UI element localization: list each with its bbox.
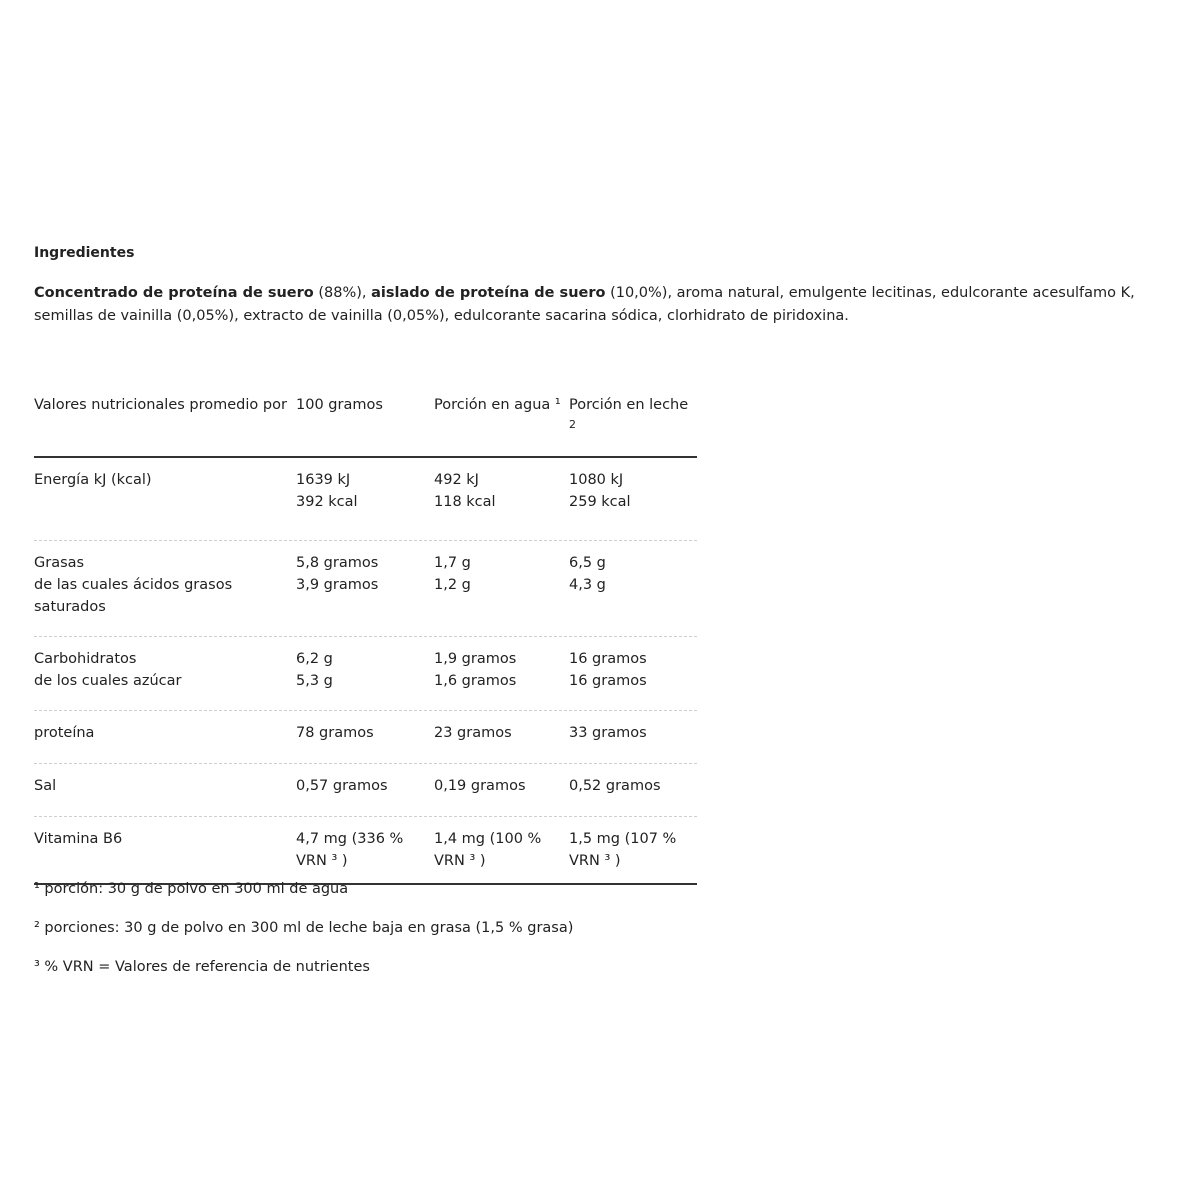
- footnote: ² porciones: 30 g de polvo en 300 ml de leche baja en grasa (1,5 % grasa): [34, 920, 574, 936]
- value-water: 1,4 mg (100 % VRN ³ ): [434, 831, 542, 869]
- table-row: [34, 637, 697, 711]
- footnote: ³ % VRN = Valores de referencia de nutrientes: [34, 959, 370, 975]
- value-milk: 1080 kJ 259 kcal: [569, 472, 631, 510]
- header-portion-milk-superscript: 2: [569, 418, 576, 431]
- value-100g: 5,8 gramos 3,9 gramos: [296, 555, 379, 593]
- row-label: Sal: [34, 778, 57, 794]
- value-milk: 6,5 g 4,3 g: [569, 555, 606, 593]
- value-milk: 16 gramos 16 gramos: [569, 651, 647, 689]
- table-row: [34, 458, 697, 541]
- header-portion-milk: Porción en leche: [569, 397, 689, 413]
- table-header-row: [34, 394, 697, 458]
- value-water: 0,19 gramos: [434, 778, 526, 794]
- value-100g: 1639 kJ 392 kcal: [296, 472, 358, 510]
- ingredient-whey-concentrate: Concentrado de proteína de suero: [34, 285, 314, 301]
- row-label: Vitamina B6: [34, 831, 123, 847]
- row-label: proteína: [34, 725, 95, 741]
- header-100-grams: 100 gramos: [296, 397, 383, 413]
- table-row: [34, 711, 697, 764]
- header-portion-water: Porción en agua ¹: [434, 397, 561, 413]
- row-label: Grasas de las cuales ácidos grasos saturados: [34, 555, 233, 615]
- value-water: 23 gramos: [434, 725, 512, 741]
- table-row: [34, 817, 697, 885]
- value-100g: 6,2 g 5,3 g: [296, 651, 333, 689]
- footnote: ¹ porción: 30 g de polvo en 300 ml de agua: [34, 881, 349, 897]
- row-label: Carbohidratos de los cuales azúcar: [34, 651, 182, 689]
- table-row: [34, 764, 697, 817]
- footnotes: [34, 878, 573, 995]
- value-100g: 4,7 mg (336 % VRN ³ ): [296, 831, 404, 869]
- ingredient-whey-isolate: aislado de proteína de suero: [371, 285, 606, 301]
- header-nutritional-values: Valores nutricionales promedio por: [34, 397, 287, 413]
- nutrition-table: [34, 394, 697, 885]
- value-water: 1,9 gramos 1,6 gramos: [434, 651, 517, 689]
- value-100g: 78 gramos: [296, 725, 374, 741]
- value-100g: 0,57 gramos: [296, 778, 388, 794]
- ingredient-text-part: (88%),: [313, 285, 372, 301]
- value-water: 492 kJ 118 kcal: [434, 472, 496, 510]
- value-milk: 1,5 mg (107 % VRN ³ ): [569, 831, 677, 869]
- value-milk: 0,52 gramos: [569, 778, 661, 794]
- value-water: 1,7 g 1,2 g: [434, 555, 471, 593]
- value-milk: 33 gramos: [569, 725, 647, 741]
- ingredients-text: [34, 282, 1174, 328]
- ingredient-text-part: (10,0%), aroma natural, emulgente lecitinas, edulcorante acesulfamo K, semillas de vainilla (0,05%), extracto de vainilla (0,05%), edulcorante sacarina sódica, clorhidrato de piridoxina.: [34, 285, 1135, 324]
- row-label: Energía kJ (kcal): [34, 472, 152, 488]
- ingredients-title: Ingredientes: [34, 245, 135, 261]
- table-row: [34, 541, 697, 637]
